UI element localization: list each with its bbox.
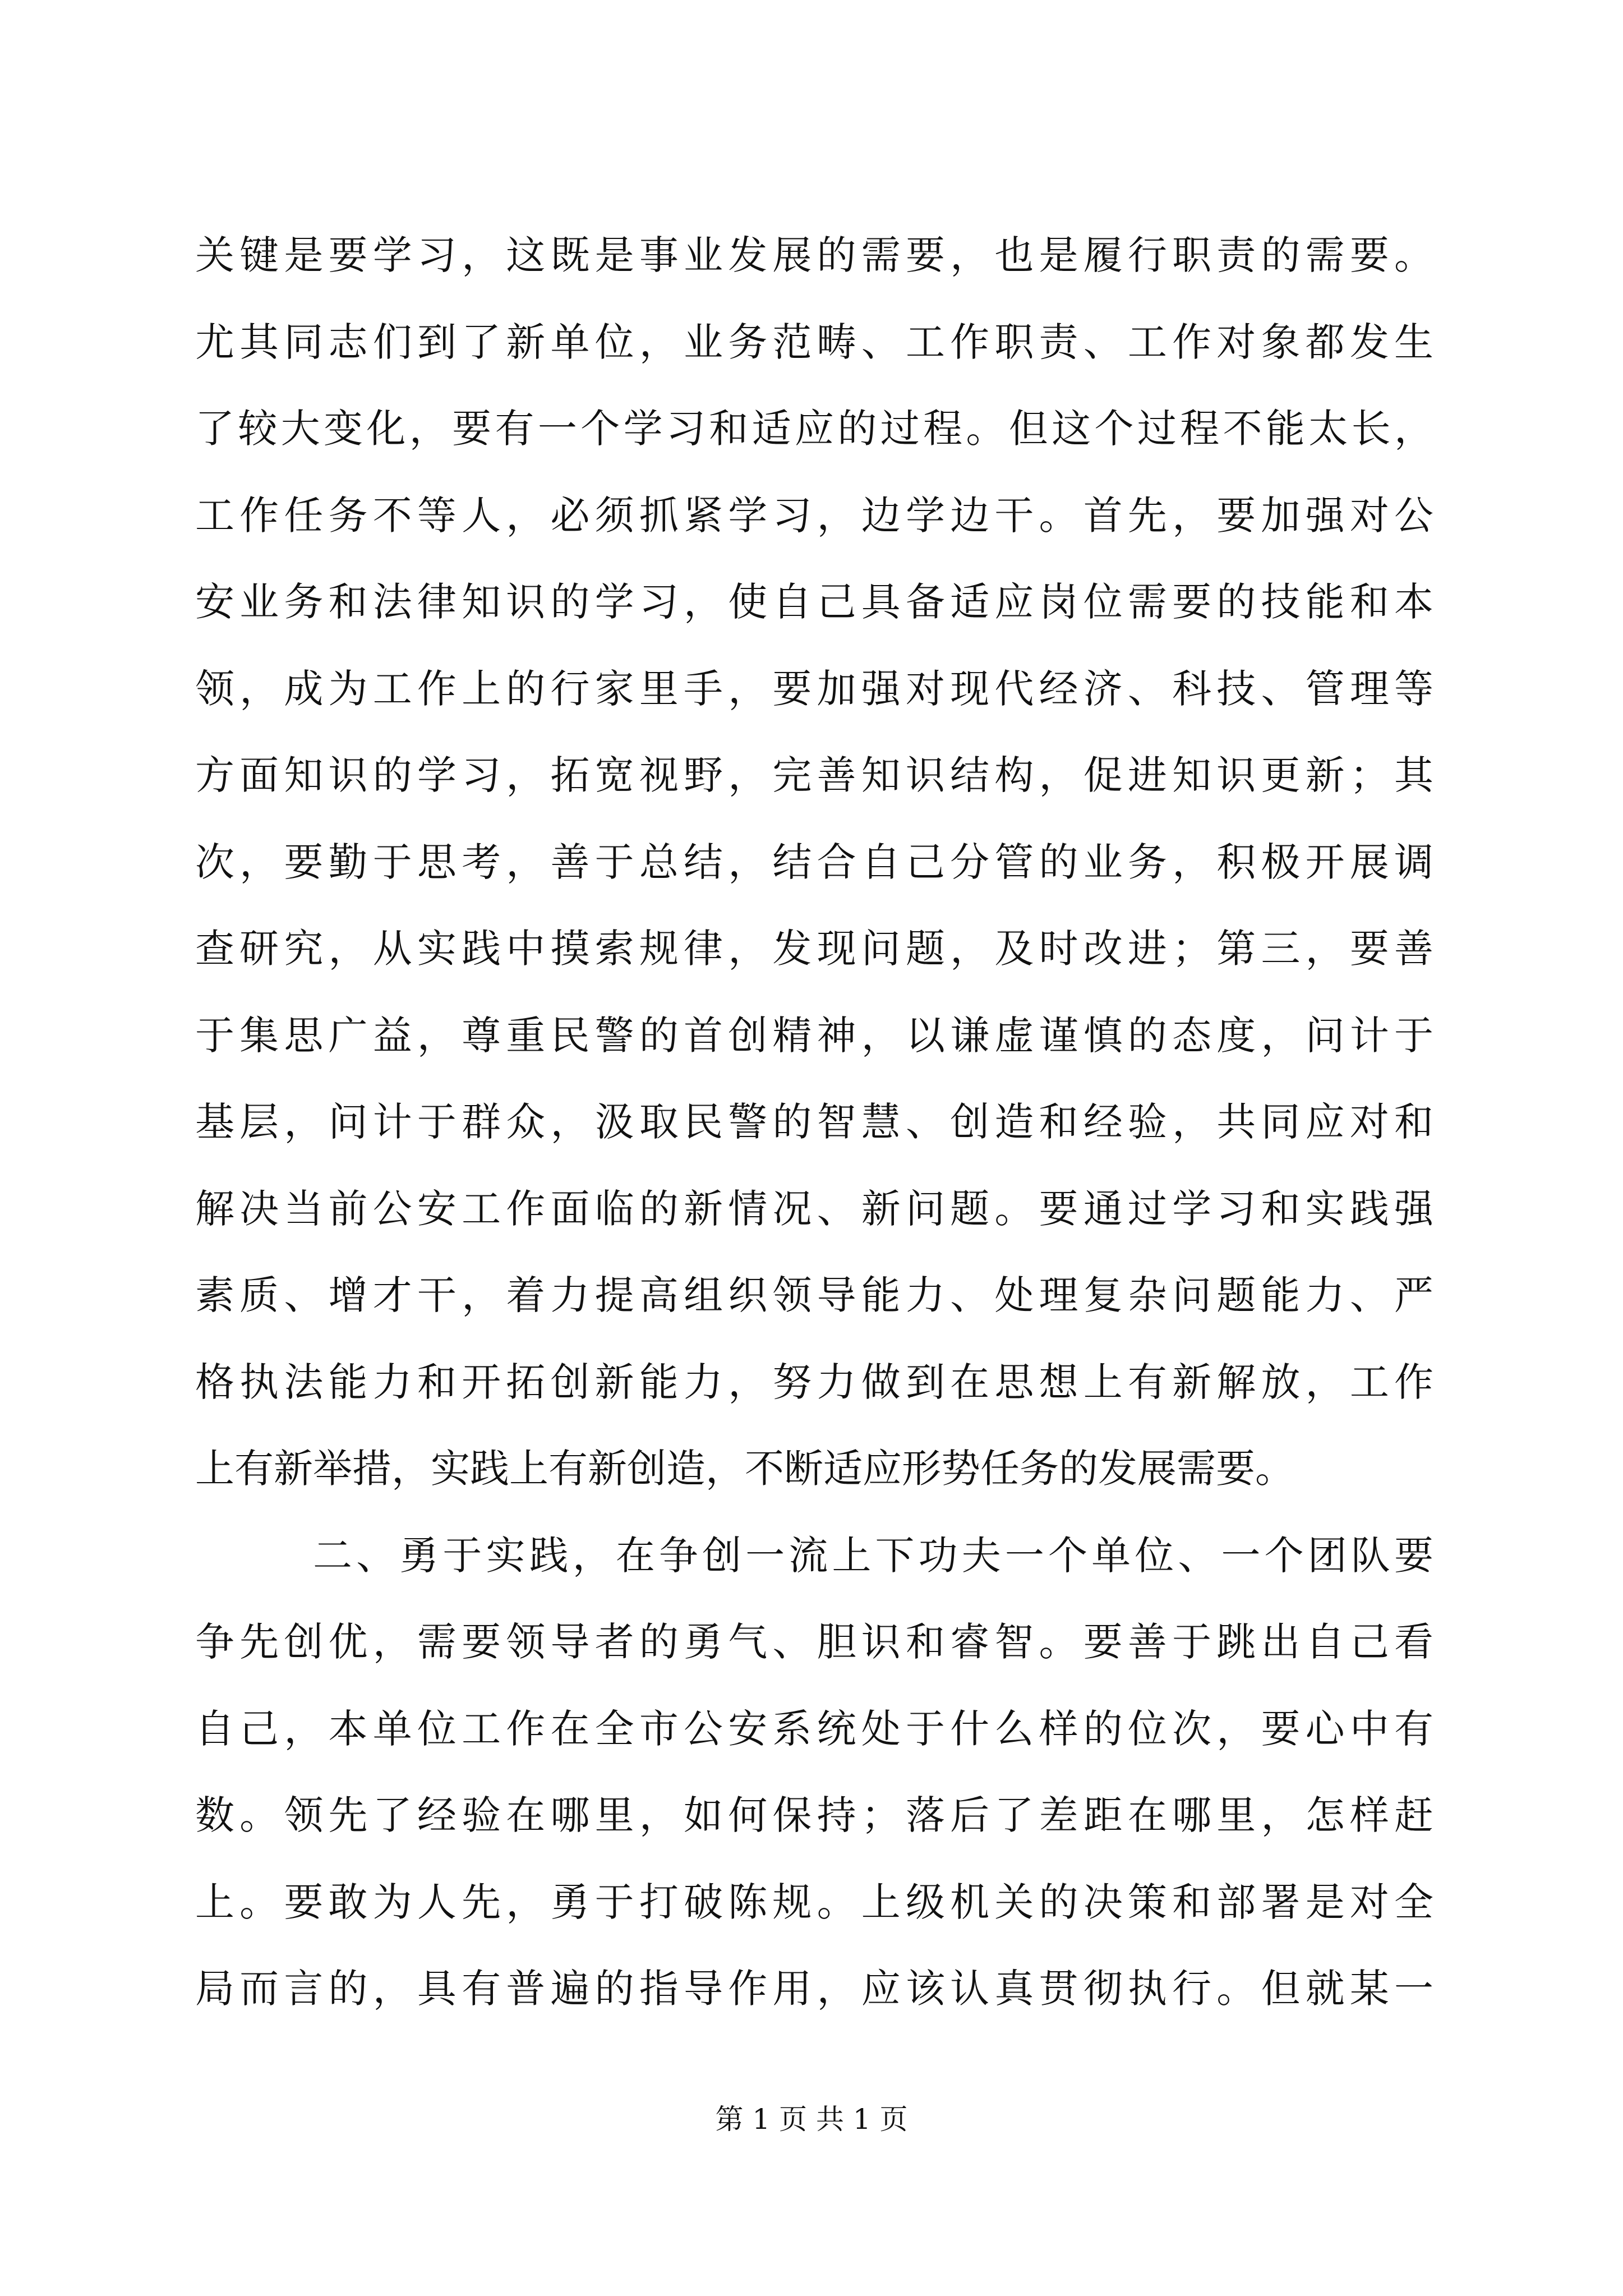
text-line: 上有新举措，实践上有新创造，不断适应形势任务的发展需要。 bbox=[195, 1446, 1294, 1492]
text-line: 于集思广益，尊重民警的首创精神，以谦虚谨慎的态度，问计于 bbox=[195, 1012, 1433, 1059]
document-body bbox=[195, 212, 1433, 2032]
text-line: 安业务和法律知识的学习，使自己具备适应岗位需要的技能和本 bbox=[195, 579, 1433, 625]
text-line: 争先创优，需要领导者的勇气、胆识和睿智。要善于跳出自己看 bbox=[195, 1619, 1433, 1665]
section-heading-line: 二、勇于实践，在争创一流上下功夫一个单位、一个团队要 bbox=[313, 1532, 1433, 1579]
text-line: 尤其同志们到了新单位，业务范畴、工作职责、工作对象都发生 bbox=[195, 319, 1433, 365]
text-line: 方面知识的学习，拓宽视野，完善知识结构，促进知识更新；其 bbox=[195, 752, 1433, 798]
text-line: 数。领先了经验在哪里，如何保持；落后了差距在哪里，怎样赶 bbox=[195, 1792, 1433, 1838]
text-line: 基层，问计于群众，汲取民警的智慧、创造和经验，共同应对和 bbox=[195, 1099, 1433, 1145]
text-line: 查研究，从实践中摸索规律，发现问题，及时改进；第三，要善 bbox=[195, 926, 1433, 972]
text-line: 关键是要学习，这既是事业发展的需要，也是履行职责的需要。 bbox=[195, 232, 1433, 278]
text-line: 局而言的，具有普遍的指导作用，应该认真贯彻执行。但就某一 bbox=[195, 1966, 1433, 2012]
text-line: 上。要敢为人先，勇于打破陈规。上级机关的决策和部署是对全 bbox=[195, 1879, 1433, 1925]
text-line: 素质、增才干，着力提高组织领导能力、处理复杂问题能力、严 bbox=[195, 1272, 1433, 1318]
text-line: 领，成为工作上的行家里手，要加强对现代经济、科技、管理等 bbox=[195, 665, 1433, 712]
text-line: 自己，本单位工作在全市公安系统处于什么样的位次，要心中有 bbox=[195, 1705, 1433, 1752]
text-line: 了较大变化，要有一个学习和适应的过程。但这个过程不能太长， bbox=[195, 406, 1433, 452]
text-line: 格执法能力和开拓创新能力，努力做到在思想上有新解放，工作 bbox=[195, 1359, 1433, 1405]
text-line: 次，要勤于思考，善于总结，结合自己分管的业务，积极开展调 bbox=[195, 839, 1433, 885]
text-line: 工作任务不等人，必须抓紧学习，边学边干。首先，要加强对公 bbox=[195, 492, 1433, 539]
text-line: 解决当前公安工作面临的新情况、新问题。要通过学习和实践强 bbox=[195, 1185, 1433, 1232]
page-number-footer: 第 1 页 共 1 页 bbox=[715, 2103, 908, 2136]
